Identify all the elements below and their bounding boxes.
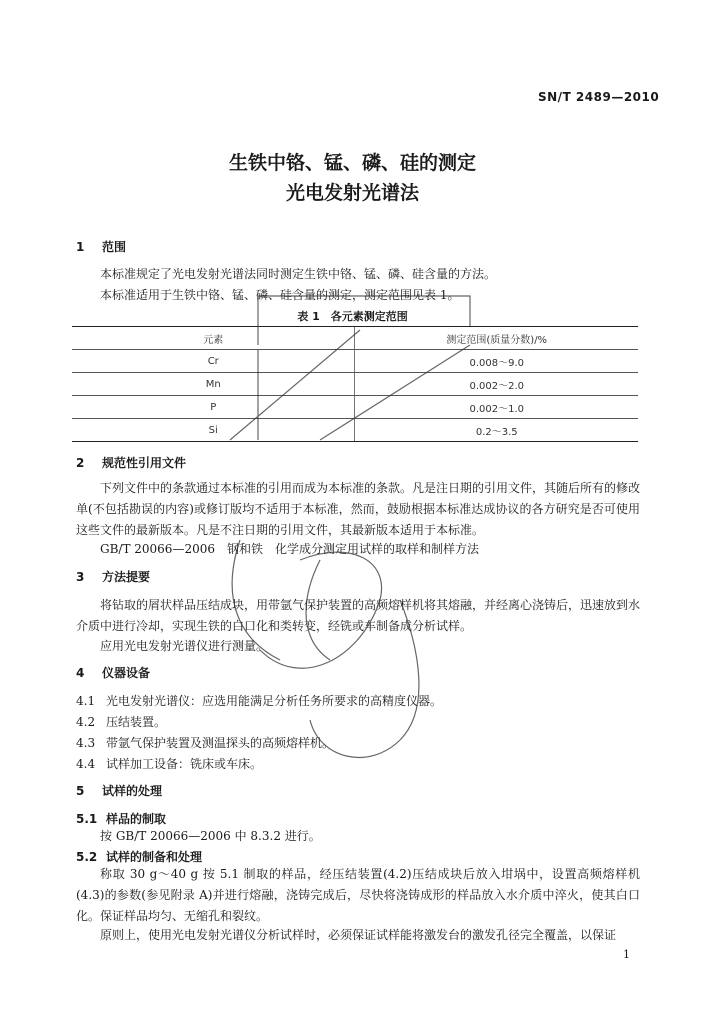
item-text: 带氩气保护装置及测温探头的高频熔样机。	[106, 736, 335, 750]
section-1-heading	[76, 238, 126, 255]
section-number: 3	[76, 570, 85, 584]
section-title: 试样的处理	[102, 784, 163, 798]
table-cell-range: 0.002～1.0	[355, 396, 638, 419]
subsection-5-1-heading	[76, 810, 166, 827]
subsection-title: 试样的制备和处理	[106, 850, 203, 864]
item-text: 试样加工设备：铣床或车床。	[106, 757, 263, 771]
table-cell-range: 0.2～3.5	[355, 419, 638, 442]
table-cell-range: 0.002～2.0	[355, 373, 638, 396]
document-title: 生铁中铬、锰、磷、硅的测定	[228, 152, 476, 174]
table-cell-element: Mn	[72, 373, 355, 396]
paragraph: 按 GB/T 20066—2006 中 8.3.2 进行。	[100, 829, 321, 843]
standard-number: SN/T 2489—2010	[538, 90, 660, 104]
item-text: 光电发射光谱仪：应选用能满足分析任务所要求的高精度仪器。	[106, 694, 443, 708]
table-cell-element: Cr	[72, 350, 355, 373]
item-number: 4.3	[76, 736, 96, 750]
paragraph: 应用光电发射光谱仪进行测量。	[100, 639, 269, 653]
paragraph: 本标准适用于生铁中铬、锰、磷、硅含量的测定，测定范围见表 1。	[100, 288, 460, 302]
table-row	[72, 396, 638, 419]
list-item	[76, 713, 166, 730]
item-number: 4.1	[76, 694, 96, 708]
paragraph: 本标准规定了光电发射光谱法同时测定生铁中铬、锰、磷、硅含量的方法。	[100, 267, 497, 281]
paragraph: 下列文件中的条款通过本标准的引用而成为本标准的条款。凡是注日期的引用文件，其随后所有的修改单(不包括勘误的内容)或修订版均不适用于本标准，然而，鼓励根据本标准达成协议的各方研究是否可使用这些文件的最新版本。凡是不注日期的引用文件，其最新版本适用于本标准。	[76, 481, 641, 537]
table-row	[72, 350, 638, 373]
reference-entry: GB/T 20066—2006 钢和铁 化学成分测定用试样的取样和制样方法	[100, 542, 479, 556]
list-item	[76, 755, 262, 772]
section-title: 方法提要	[102, 570, 151, 584]
table-cell-element: P	[72, 396, 355, 419]
table-header-row	[72, 327, 638, 350]
section-number: 5	[76, 784, 85, 798]
section-title: 规范性引用文件	[102, 456, 187, 470]
section-5-heading	[76, 782, 162, 799]
page-number: 1	[623, 948, 630, 961]
section-4-heading	[76, 664, 150, 681]
table-header-cell: 元素	[72, 327, 355, 350]
section-title: 范围	[102, 240, 127, 254]
section-number: 2	[76, 456, 85, 470]
paragraph: 称取 30 g～40 g 按 5.1 制取的样品，经压结装置(4.2)压结成块后放入坩埚中，设置高频熔样机(4.3)的参数(参见附录 A)并进行熔融，浇铸完成后，尽快将浇铸成形的样品放入水介质中淬火，使其白口化。保证样品均匀、无缩孔和裂纹。	[76, 867, 640, 923]
subsection-number: 5.1	[76, 812, 98, 826]
table-caption: 表 1 各元素测定范围	[297, 310, 408, 323]
item-number: 4.2	[76, 715, 96, 729]
section-3-heading	[76, 568, 150, 585]
subsection-number: 5.2	[76, 850, 98, 864]
table-header-cell: 测定范围(质量分数)/%	[355, 327, 638, 350]
section-title: 仪器设备	[102, 666, 151, 680]
document-subtitle: 光电发射光谱法	[285, 182, 419, 204]
section-number: 1	[76, 240, 85, 254]
subsection-title: 样品的制取	[106, 812, 167, 826]
table-row	[72, 419, 638, 442]
paragraph: 原则上，使用光电发射光谱仪分析试样时，必须保证试样能将激发台的激发孔径完全覆盖，以保证	[100, 928, 617, 942]
table-cell-range: 0.008～9.0	[355, 350, 638, 373]
table-cell-element: Si	[72, 419, 355, 442]
paragraph: 将钻取的屑状样品压结成块，用带氩气保护装置的高频熔样机将其熔融，并经离心浇铸后，迅速放到水介质中进行冷却，实现生铁的白口化和类转变，经铣或车制备成分析试样。	[76, 598, 641, 633]
item-number: 4.4	[76, 757, 96, 771]
list-item	[76, 734, 334, 751]
list-item	[76, 692, 442, 709]
section-2-heading	[76, 454, 186, 471]
table-row	[72, 373, 638, 396]
item-text: 压结装置。	[106, 715, 167, 729]
range-table	[72, 326, 638, 442]
section-number: 4	[76, 666, 85, 680]
subsection-5-2-heading	[76, 848, 202, 865]
